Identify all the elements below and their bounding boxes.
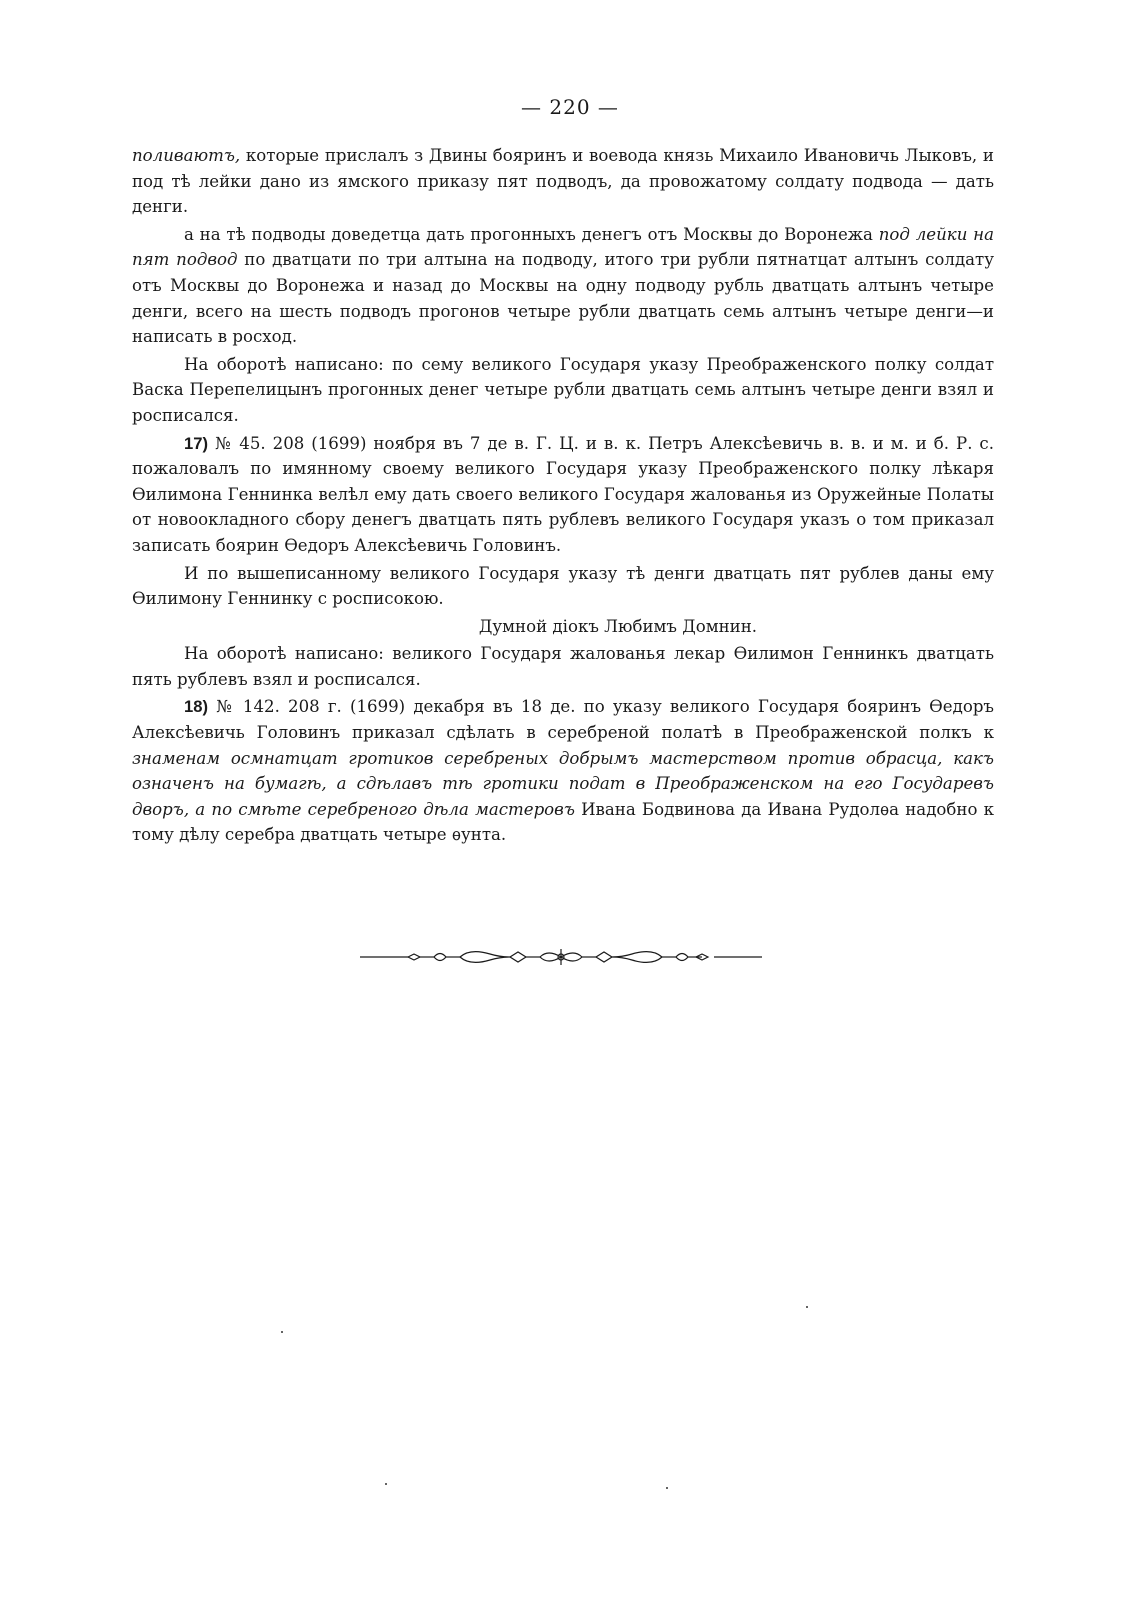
italic-fragment: поливаютъ,	[132, 146, 241, 165]
paragraph-5	[132, 561, 994, 612]
scan-speck	[385, 1483, 387, 1485]
paragraph-text: На оборотѣ написано: по сему великого Государя указу Преображенского полку солдат Васка Перепелицынъ прогонных денег четыре рубли дватцать семь алтынъ четыре денги взял и росписался.	[132, 354, 994, 425]
scan-speck	[666, 1487, 668, 1489]
paragraph-6	[132, 641, 994, 692]
entry-number: 17)	[184, 433, 208, 453]
paragraph-3	[132, 352, 994, 429]
paragraph-4	[132, 431, 994, 559]
paragraph-text: Ивана Бодвинова да Ивана Рудолѳа надобно к тому дѣлу серебра дватцать четыре ѳунта.	[132, 799, 994, 845]
signature-line: Думной дiокъ Любимъ Домнин.	[478, 616, 758, 636]
decorative-rule-icon	[360, 946, 762, 968]
italic-fragment: знаменам осмнатцат гротиков серебреных добрымъ мастерством против обрасца, какъ означенъ на бумагѣ, а сдѣлавъ тѣ гротики подат в Преображенском на его Государевъ дворъ, а по смѣте серебреного дѣла мастеровъ	[132, 748, 994, 819]
paragraph-1	[132, 143, 994, 220]
paragraph-text: № 142. 208 г. (1699) декабря въ 18 де. по указу великого Государя бояринъ Ѳедоръ Алексѣевичь Головинъ приказал сдѣлать в серебреной полатѣ в Преображенской полкъ к	[132, 697, 994, 743]
scan-speck	[281, 1331, 283, 1333]
entry-number: 18)	[184, 697, 208, 717]
paragraph-text: а на тѣ подводы доведетца дать прогонныхъ денегъ отъ Москвы до Воронежа	[184, 224, 879, 244]
paragraph-text: И по вышеписанному великого Государя указу тѣ денги дватцать пят рублев даны ему Ѳилимону Геннинку с росписокою.	[132, 563, 994, 609]
paragraph-text: которые прислалъ з Двины бояринъ и воевода князь Михаило Ивановичь Лыковъ, и под тѣ лейки дано из ямского приказу пят подводъ, да провожатому солдату подвода — дать денги.	[132, 146, 994, 217]
document-body	[132, 143, 994, 850]
paragraph-2	[132, 222, 994, 350]
paragraph-text: по дватцати по три алтына на подводу, итого три рубли пятнатцат алтынъ солдату отъ Москвы до Воронежа и назад до Москвы на одну подводу рубль дватцать алтынъ четыре денги, всего на шесть подводъ прогонов четыре рубли дватцать семь алтынъ четыре денги—и написать в росход.	[132, 250, 994, 347]
paragraph-7	[132, 694, 994, 848]
paragraph-text: На оборотѣ написано: великого Государя жалованья лекар Ѳилимон Геннинкъ дватцать пять рублевъ взял и росписался.	[132, 644, 994, 689]
page-number: — 220 —	[521, 95, 619, 119]
scan-speck	[806, 1306, 808, 1308]
paragraph-text: № 45. 208 (1699) ноября въ 7 де в. Г. Ц. и в. к. Петръ Алексѣевичь в. в. и м. и б. Р. с. пожаловалъ по имянному своему великого Государя указу Преображенского полку лѣкаря Ѳилимона Геннинка велѣл ему дать своего великого Государя жалованья из Оружейные Полаты от новоокладного сбору денегъ дватцать пять рублевъ великого Государя указъ о том приказал записать боярин Ѳедоръ Алексѣевичь Головинъ.	[132, 433, 994, 555]
italic-fragment: под лейки на пят подвод	[132, 224, 994, 270]
